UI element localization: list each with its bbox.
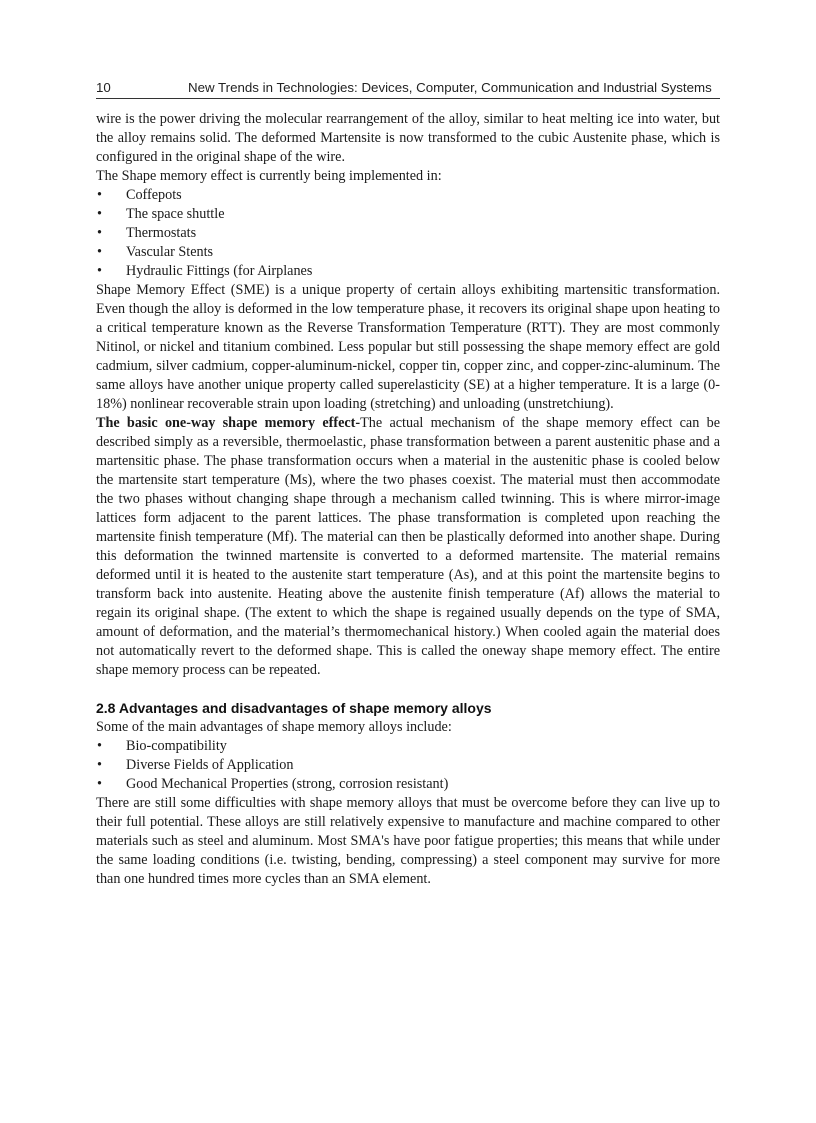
bullet-icon: •	[97, 187, 102, 203]
paragraph-wire-power: wire is the power driving the molecular rearrangement of the alloy, similar to heat melting ice into water, but the alloy remains solid. The deformed Martensite is now transformed to the cubic Austenite phase, which is configured in the original shape of the wire.	[96, 111, 720, 165]
document-page	[96, 80, 720, 889]
running-title: New Trends in Technologies: Devices, Computer, Communication and Industrial Systems	[188, 80, 712, 95]
list-item: • Hydraulic Fittings (for Airplanes	[97, 263, 313, 279]
bullet-icon: •	[97, 757, 102, 773]
list-item: • Diverse Fields of Application	[97, 757, 294, 773]
section-heading: 2.8 Advantages and disadvantages of shape memory alloys	[96, 700, 492, 716]
applications-list	[96, 186, 720, 281]
list-item: • Bio-compatibility	[97, 738, 227, 754]
bullet-icon: •	[97, 738, 102, 754]
bullet-icon: •	[97, 244, 102, 260]
paragraph-difficulties: There are still some difficulties with shape memory alloys that must be overcome before they can live up to their full potential. These alloys are still relatively expensive to manufacture and machine compared to other materials such as steel and aluminum. Most SMA's have poor fatigue properties; this means that while under the same loading conditions (i.e. twisting, bending, compressing) a steel component may survive for more than one hundred times more cycles than an SMA element.	[96, 795, 720, 887]
page-number: 10	[96, 80, 111, 95]
running-header	[96, 80, 720, 99]
list-item: • Good Mechanical Properties (strong, corrosion resistant)	[97, 776, 449, 792]
bullet-icon: •	[97, 263, 102, 279]
bullet-icon: •	[97, 206, 102, 222]
body-text	[96, 110, 720, 889]
advantages-list	[96, 737, 720, 794]
bullet-icon: •	[97, 776, 102, 792]
paragraph-advantages-intro: Some of the main advantages of shape memory alloys include:	[96, 719, 452, 735]
list-item: • Thermostats	[97, 225, 197, 241]
list-item: • Vascular Stents	[97, 244, 214, 260]
list-item: • The space shuttle	[97, 206, 225, 222]
bullet-icon: •	[97, 225, 102, 241]
list-item: • Coffepots	[97, 187, 182, 203]
bold-lead-in: The basic one-way shape memory effect-	[96, 415, 361, 431]
paragraph-one-way-effect: The basic one-way shape memory effect-The actual mechanism of the shape memory effect can be described simply as a reversible, thermoelastic, phase transformation between a parent austenitic phase and a martensitic phase. The phase transformation occurs when a material in the austenitic phase is cooled below the martensite start temperature (Ms), where the two phases coexist. The material must then accommodate the two phases without changing shape through a mechanism called twinning. This is where mirror-image lattices form adjacent to the parent lattices. The phase transformation is completed upon reaching the martensite finish temperature (Mf). The material can then be plastically deformed into another shape. During this deformation the twinned martensite is converted to a deformed martensite. The material remains deformed until it is heated to the austenite start temperature (As), and at this point the martensite begins to transform back into austenite. Heating above the austenite finish temperature (Af) allows the material to regain its original shape. (The extent to which the shape is regained usually depends on the type of SMA, amount of deformation, and the material’s thermomechanical history.) When cooled again the material does not automatically revert to the deformed shape. This is called the oneway shape memory effect. The entire shape memory process can be repeated.	[96, 415, 720, 678]
paragraph-implemented-in: The Shape memory effect is currently being implemented in:	[96, 168, 442, 184]
paragraph-sme-definition: Shape Memory Effect (SME) is a unique property of certain alloys exhibiting martensitic transformation. Even though the alloy is deformed in the low temperature phase, it recovers its original shape upon heating to a critical temperature known as the Reverse Transformation Temperature (RTT). They are most commonly Nitinol, or nickel and titanium combined. Less popular but still possessing the shape memory effect are gold cadmium, silver cadmium, copper-aluminum-nickel, copper tin, copper zinc, and copper-zinc-aluminum. The same alloys have another unique property called superelasticity (SE) at a higher temperature. It is a large (0-18%) nonlinear recoverable strain upon loading (stretching) and unloading (unstretchiung).	[96, 282, 720, 412]
